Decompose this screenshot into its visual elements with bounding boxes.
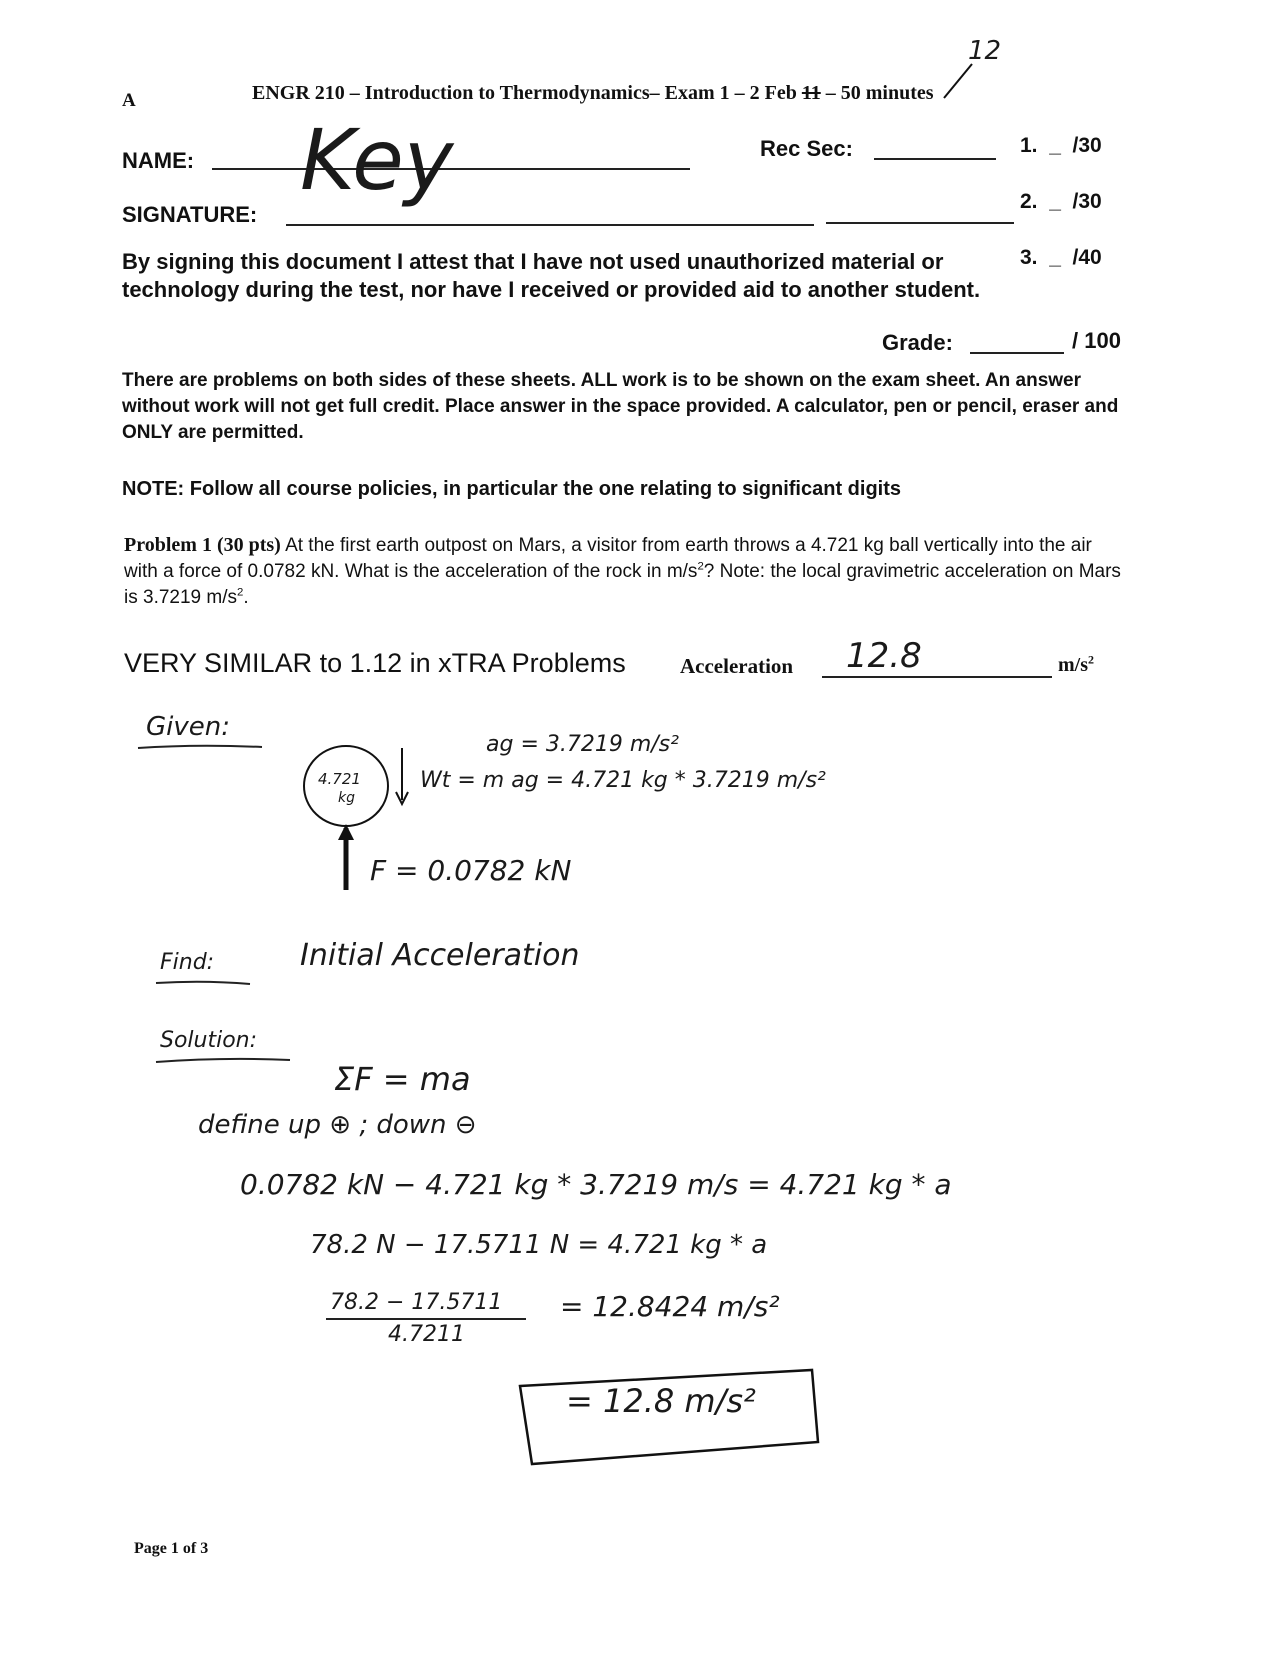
find-value: Initial Acceleration [300,938,580,973]
answer-unit: $m/s^2$ [1058,652,1094,676]
ball-mass-label: 4.721 [318,770,361,788]
equation-sign-convention: define up ⊕ ; down ⊖ [198,1110,477,1140]
name-handwritten-key: Key [300,111,454,209]
exam-title-text: ENGR 210 – Introduction to Thermodynamics– Exam 1 – 2 Feb [252,82,797,104]
note-text: NOTE: Follow all course policies, in particular the one relating to significant digits [122,478,901,500]
fraction-result: = 12.8424 m/s² [560,1290,780,1323]
date-correction-slash [938,62,978,102]
boxed-answer: = 12.8 m/s² [566,1382,756,1420]
score-row-1: 1. _ /30 [1020,134,1102,157]
equation-forces-substituted: 0.0782 kN − 4.721 kg * 3.7219 m/s = 4.721 kg * a [240,1168,952,1201]
solution-underline [154,1056,294,1066]
fraction-denominator: 4.7211 [388,1322,465,1347]
signature-label: SIGNATURE: [122,202,258,227]
answer-line [822,676,1052,678]
answer-value: 12.8 [846,636,922,676]
equation-sum-forces: ΣF = ma [334,1060,471,1098]
instructions-text: There are problems on both sides of these sheets. ALL work is to be shown on the exam sheet. An answer without work will not get full credit. Place answer in the space provided. A calculator, pen or pencil, eraser and ONLY are permitted. [122,370,1119,443]
ag-equation: ag = 3.7219 m/s² [486,732,679,757]
exam-duration: – 50 minutes [825,82,934,104]
exam-date-struck: 11 [801,82,821,104]
score-row-3: 3. _ /40 [1020,246,1102,269]
given-underline [136,742,266,752]
exam-version: A [122,90,136,111]
answer-label: Acceleration [680,654,794,678]
grade-label: Grade: [882,330,953,355]
similar-problem-note: VERY SIMILAR to 1.12 in xTRA Problems [124,648,626,678]
given-label: Given: [146,712,230,742]
problem1-statement: Problem 1 (30 pts) At the first earth outpost on Mars, a visitor from earth throws a 4.721 kg ball vertically into the air with a force of 0.0782 kN. What is the acceleration of the rock in $m/s^2$? Note: the local gravimetric acceleration on Mars is 3.7219 $m/s^2$. [124,534,1121,608]
weight-equation: Wt = m ag = 4.721 kg * 3.7219 m/s² [420,768,826,793]
force-equation: F = 0.0782 kN [370,854,572,887]
score-row-2: 2. _ /30 [1020,190,1102,213]
rec-sec-line [874,158,996,160]
grade-total: / 100 [1072,328,1121,353]
equation-newtons: 78.2 N − 17.5711 N = 4.721 kg * a [310,1230,768,1260]
signature-line [286,224,814,226]
find-underline [154,978,254,988]
fraction-bar [326,1318,526,1320]
find-label: Find: [160,950,215,975]
exam-date-corrected: 12 [968,36,1002,66]
attestation-text: By signing this document I attest that I have not used unauthorized material or technology during the test, nor have I received or provided aid to another student. [122,249,981,302]
fraction-numerator: 78.2 − 17.5711 [330,1290,503,1315]
exam-title [252,82,934,105]
rec-sec-label: Rec Sec: [760,136,853,161]
ball-mass-unit: kg [338,790,355,806]
solution-label: Solution: [160,1028,258,1053]
problem1-heading: Problem 1 (30 pts) [124,534,281,556]
grade-line [970,352,1064,354]
name-label: NAME: [122,148,195,173]
page-number: Page 1 of 3 [134,1540,209,1557]
signature-line-2 [826,222,1014,224]
